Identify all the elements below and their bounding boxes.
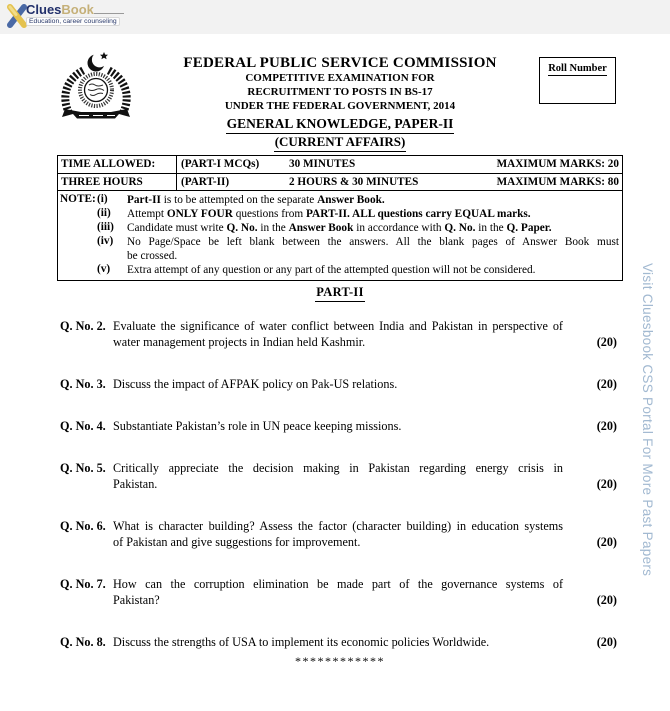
note-number: (iv) [97,235,114,247]
note-item [60,263,619,277]
note-number: (iii) [97,221,114,233]
roll-number-label: Roll Number [548,63,607,74]
question-row [60,576,617,608]
exam-line-3: UNDER THE FEDERAL GOVERNMENT, 2014 [224,99,456,112]
watermark-strip [0,0,670,34]
question-number: Q. No. 3. [60,377,106,391]
question-text: Discuss the impact of AFPAK policy on Pak-US relations. [113,377,398,391]
question-number: Q. No. 5. [60,461,106,475]
question-text: Discuss the strengths of USA to implement its economic policies Worldwide. [113,635,490,649]
table-row [58,156,622,173]
question-number: Q. No. 8. [60,635,106,649]
question-marks: (20) [596,377,617,391]
question-marks: (20) [596,419,617,433]
note-text: No Page/Space be left blank between the answers. All the blank pages of Answer Book must be crossed. [127,236,619,262]
question-row [60,518,617,550]
note-item [60,221,619,235]
part1-max-marks: MAXIMUM MARKS: 20 [496,158,619,170]
exam-line-2: RECRUITMENT TO POSTS IN BS-17 [247,85,433,98]
question-row [60,634,617,650]
instructions-box [57,155,623,281]
note-text: Candidate must write Q. No. in the Answer Book in accordance with Q. No. in the Q. Paper. [127,222,552,234]
question-row [60,460,617,492]
note-number: (i) [97,193,108,205]
question-number: Q. No. 6. [60,519,106,533]
question-row [60,418,617,434]
note-label: NOTE: [60,193,96,205]
question-row [60,376,617,392]
part2-duration: 2 HOURS & 30 MINUTES [289,175,419,188]
brand-rule [94,3,124,14]
commission-title: FEDERAL PUBLIC SERVICE COMMISSION [183,55,497,71]
note-label [60,235,97,263]
total-hours-label: THREE HOURS [58,174,177,191]
part2-max-marks: MAXIMUM MARKS: 80 [496,175,619,188]
note-text: Extra attempt of any question or any part of the attempted question will not be considered. [127,264,536,276]
question-text: Substantiate Pakistan’s role in UN peace keeping missions. [113,419,402,433]
part1-label: (PART-I MCQs) [181,158,260,170]
part2-heading-row [57,285,623,302]
part2-heading: PART-II [315,285,365,302]
question-list [60,318,617,676]
part2-label: (PART-II) [181,175,230,188]
question-row [60,318,617,350]
subject-title: GENERAL KNOWLEDGE, PAPER-II [226,115,455,134]
subject-subtitle: (CURRENT AFFAIRS) [274,134,407,152]
note-text: Part-II is to be attempted on the separate Answer Book. [127,194,385,206]
note-item [60,207,619,221]
brand-tagline: Education, career counseling [26,17,120,26]
question-marks: (20) [596,335,617,349]
question-marks: (20) [596,635,617,649]
note-item [60,235,619,263]
exam-line-1: COMPETITIVE EXAMINATION FOR [245,72,435,84]
brand-book: Book [61,2,94,17]
time-marks-table [58,156,622,191]
question-text: Critically appreciate the decision making in Pakistan regarding energy crisis in Pakistan. [113,461,563,491]
note-section [58,191,622,280]
end-of-paper-stars: ************ [295,654,385,668]
note-number: (ii) [97,207,111,219]
question-marks: (20) [596,593,617,607]
cluesbook-logo-text [26,3,124,26]
question-marks: (20) [596,535,617,549]
question-marks: (20) [596,477,617,491]
note-number: (v) [97,263,111,275]
table-row [58,173,622,191]
question-number: Q. No. 7. [60,577,106,591]
question-number: Q. No. 2. [60,319,106,333]
question-text: What is character building? Assess the factor (character building) in education systems of Pakistan and give suggestions for improvement. [113,519,563,549]
roll-number-box [539,57,616,104]
note-label [60,263,97,277]
note-item [60,193,619,207]
time-allowed-label: TIME ALLOWED: [58,156,177,173]
note-label [60,207,97,221]
question-text: How can the corruption elimination be made part of the governance systems of Pakistan? [113,577,563,607]
note-label [60,221,97,235]
side-watermark-text: Visit Cluesbook CSS Portal For More Past Papers [640,263,655,577]
brand-name [26,3,124,16]
part1-duration: 30 MINUTES [289,158,356,170]
cluesbook-logo [5,3,124,29]
question-number: Q. No. 4. [60,419,106,433]
brand-clues: Clues [26,2,62,17]
note-text: Attempt ONLY FOUR questions from PART-II. ALL questions carry EQUAL marks. [127,208,531,220]
question-text: Evaluate the significance of water conflict between India and Pakistan in perspective of water management projects in Indian held Kashmir. [113,319,563,349]
